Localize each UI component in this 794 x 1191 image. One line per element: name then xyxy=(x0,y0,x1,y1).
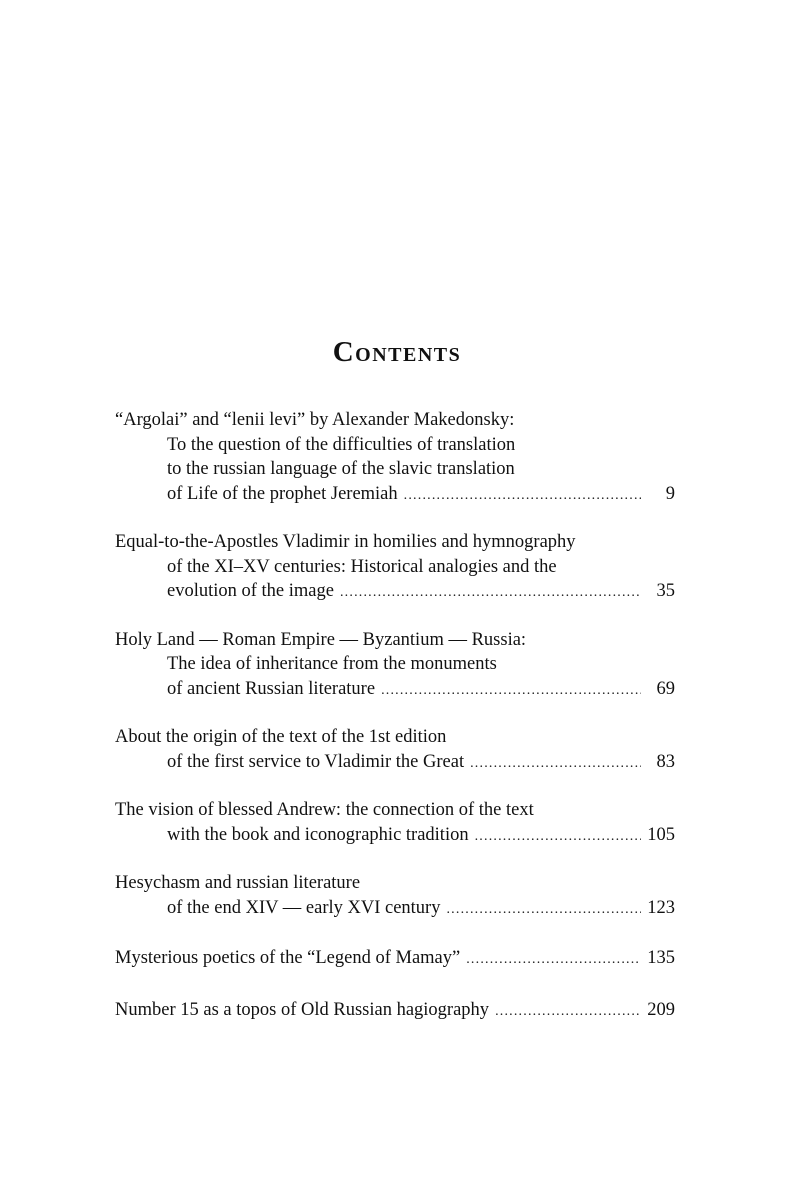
toc-page-number: 105 xyxy=(647,824,675,845)
toc-entry-final-line xyxy=(115,823,675,848)
toc-entry-title-line: of the end XIV — early XVI century xyxy=(167,897,441,918)
toc-entry-title-line: Hesychasm and russian literature xyxy=(115,873,361,893)
toc-entry-title-line: to the russian language of the slavic translation xyxy=(167,459,515,479)
toc-entry-title-line: Mysterious poetics of the “Legend of Mamay” xyxy=(115,948,461,968)
toc-entry-final-line xyxy=(115,750,675,775)
toc-entry xyxy=(115,946,675,971)
toc-entry-title-line: of the XI–XV centuries: Historical analogies and the xyxy=(167,556,557,577)
toc-entry-title-line: with the book and iconographic tradition xyxy=(167,824,469,845)
toc-entry-title-line: of the first service to Vladimir the Great xyxy=(167,751,465,772)
dot-leader xyxy=(446,898,641,921)
toc-entry-final-line xyxy=(115,677,675,702)
toc-entry xyxy=(115,530,675,604)
toc-entry-final-line xyxy=(115,946,675,971)
toc-entry-title-line: Holy Land — Roman Empire — Byzantium — Russia: xyxy=(115,629,527,650)
toc-entry xyxy=(115,998,675,1023)
toc-page-number: 69 xyxy=(656,678,675,699)
toc-entry-title-line: The idea of inheritance from the monuments xyxy=(167,654,497,674)
dot-leader xyxy=(466,948,641,971)
dot-leader xyxy=(470,752,641,775)
toc-entry-final-line xyxy=(115,482,675,507)
dot-leader xyxy=(340,581,641,604)
toc-page-number: 83 xyxy=(656,751,675,772)
toc-entry-title-line: of Life of the prophet Jeremiah xyxy=(167,483,398,504)
toc-entry xyxy=(115,408,675,506)
dot-leader xyxy=(475,825,641,848)
toc-entry-title-line: The vision of blessed Andrew: the connection of the text xyxy=(115,800,534,820)
dot-leader xyxy=(381,679,641,702)
toc-page-number: 35 xyxy=(656,581,675,601)
toc-entry-title-line: About the origin of the text of the 1st edition xyxy=(115,727,447,747)
dot-leader xyxy=(404,484,641,507)
toc-entry-title-line: evolution of the image xyxy=(167,581,334,601)
toc-entry-title-line: “Argolai” and “lenii levi” by Alexander Makedonsky: xyxy=(115,410,515,430)
toc-page-number: 9 xyxy=(665,483,675,504)
dot-leader xyxy=(495,1000,641,1023)
toc-entry-final-line xyxy=(115,998,675,1023)
toc-entry-title-line: Equal-to-the-Apostles Vladimir in homilies and hymnography xyxy=(115,532,576,552)
toc-entry xyxy=(115,798,675,847)
toc-page-number: 209 xyxy=(647,999,675,1020)
toc-entry-title-line: Number 15 as a topos of Old Russian hagiography xyxy=(115,999,490,1020)
toc-page-number: 123 xyxy=(647,897,675,918)
toc-entry xyxy=(115,871,675,920)
page-title: Contents xyxy=(332,336,462,368)
toc-entry-title-line: To the question of the difficulties of translation xyxy=(167,434,516,455)
toc-page-number: 135 xyxy=(647,948,675,968)
toc-entry-final-line xyxy=(115,579,675,604)
table-of-contents xyxy=(115,408,675,1022)
toc-entry xyxy=(115,628,675,702)
toc-entry xyxy=(115,725,675,774)
toc-entry-title-line: of ancient Russian literature xyxy=(167,678,376,699)
toc-entry-final-line xyxy=(115,896,675,921)
